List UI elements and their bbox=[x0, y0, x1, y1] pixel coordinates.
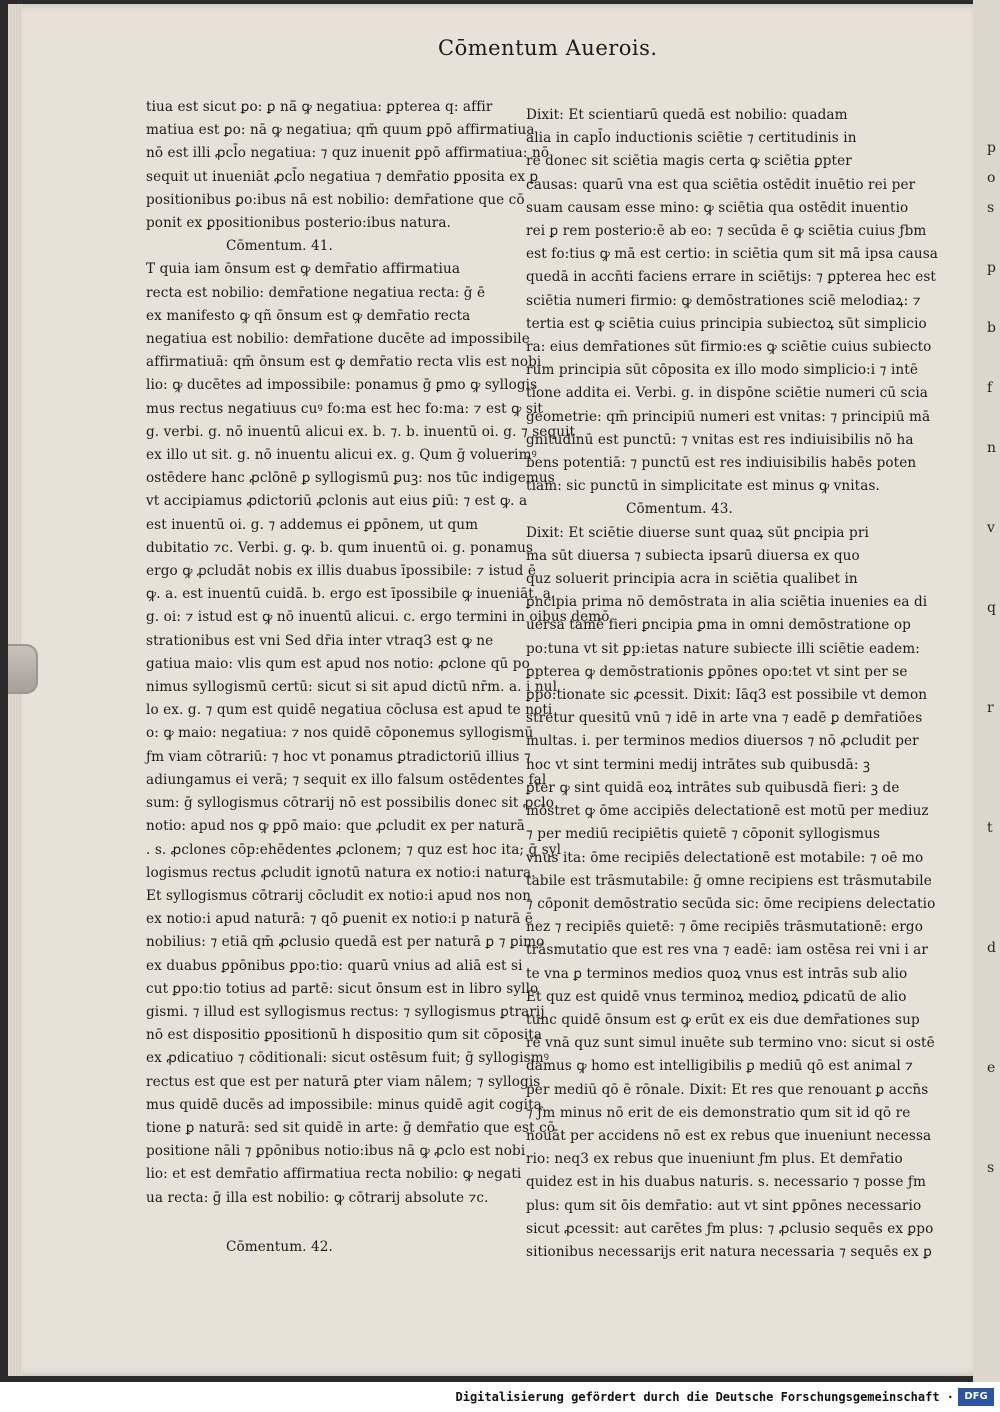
text-line: Et syllogismus cōtrarij cōcludit ex notio:i apud nos non bbox=[146, 887, 532, 904]
text-line: quedā in accn̄ti faciens errare in sciētijs: ⁊ ꝑpterea hec est bbox=[526, 269, 936, 286]
text-line: strationibus est vni Sed dr̄ia inter vtraq3 est ꝙ ne bbox=[146, 632, 494, 649]
dfg-logo: DFG bbox=[958, 1388, 994, 1406]
text-line: rē vnā quz sunt simul inuēte sub termino vno: sicut si ostē bbox=[526, 1035, 935, 1052]
text-line: positione nāli ⁊ ꝑpōnibus notio:ibus nā ꝙ ꝓclo est nobi bbox=[146, 1143, 526, 1160]
text-line: stretur quesitū vnū ⁊ idē in arte vna ⁊ eadē ꝑ demr̄atiōes bbox=[526, 710, 923, 727]
text-line: nouāt per accidens nō est ex rebus que inueniunt necessa bbox=[526, 1127, 932, 1144]
text-line: mus quidē ducēs ad impossibile: minus quidē agit cogita bbox=[146, 1096, 542, 1113]
text-line: Et quz est quidē vnus terminoꝝ medioꝝ ꝑdicatū de alio bbox=[526, 988, 907, 1005]
text-line: recta est nobilio: demr̄atione negatiua recta: ḡ ē bbox=[146, 284, 486, 301]
book-page bbox=[8, 4, 973, 1376]
text-line: uersa tamē fieri ꝑncipia ꝑma in omni demōstratione op bbox=[526, 617, 911, 634]
text-line: ꝑpo:tionate sic ꝓcessit. Dixit: Iāq3 est possibile vt demon bbox=[526, 687, 928, 704]
text-line: logismus rectus ꝓcludit ignotū natura ex notio:i natura. bbox=[146, 864, 536, 881]
text-line: ostēdere hanc ꝓclōnē ꝑ syllogismū ꝑuꝫ: nos tūc indigemus bbox=[146, 470, 555, 487]
text-line: Dixit: Et scientiarū quedā est nobilio: quadam bbox=[526, 107, 848, 123]
text-line: cut ꝑpo:tio totius ad partē: sicut ōnsum est in libro syllo bbox=[146, 980, 539, 997]
text-line: suam causam esse mino: ꝙ sciētia qua ostēdit inuentio bbox=[526, 199, 909, 216]
text-line: T quia iam ōnsum est ꝙ demr̄atio affirmatiua bbox=[146, 261, 461, 278]
text-line: lio: et est demr̄atio affirmatiua recta nobilio: ꝙ negati bbox=[146, 1166, 522, 1183]
text-line: tunc quidē ōnsum est ꝙ erūt ex eis due demr̄ationes sup bbox=[526, 1011, 920, 1028]
text-line: tiua est sicut ꝑo: ꝑ nā̄ ꝙ negatiua: ꝑpterea q: affir bbox=[146, 99, 493, 115]
text-line: ꝙ. a. est inuentū cuidā. b. ergo est īpossibile ꝙ inueniāt. a. bbox=[146, 586, 556, 603]
text-line: ex notio:i apud naturā: ⁊ qō ꝑuenit ex notio:i p naturā ē bbox=[146, 911, 533, 928]
text-line: matiua est ꝑo: nā ꝙ negatiua; qm̄ quum ꝑpō affirmatiua bbox=[146, 122, 535, 139]
text-line: rei ꝑ rem posterio:ē ab eo: ⁊ secūda ē ꝙ sciētia cuius ƒbm bbox=[526, 223, 927, 240]
text-line: gismi. ⁊ illud est syllogismus rectus: ⁊ syllogismus ꝑtrarij bbox=[146, 1003, 545, 1020]
commentary-heading: Cōmentum. 42. bbox=[226, 1238, 333, 1255]
text-line: nō est illi ꝓcl̄o negatiua: ⁊ quz inuenit ꝑpō affirmatiua: nō bbox=[146, 145, 550, 162]
right-column bbox=[526, 104, 939, 1264]
text-line: alia in capl̄o inductionis sciētie ⁊ certitudinis in bbox=[526, 130, 857, 147]
text-line: ex ꝓdicatiuo ⁊ cōditionali: sicut ostēsum fuit; ḡ syllogismꝰ bbox=[146, 1050, 550, 1067]
text-line: est fo:tius ꝙ mā est certio: in sciētia qum sit mā ipsa causa bbox=[526, 246, 939, 263]
text-line: ex manifesto ꝙ qñ ōnsum est ꝙ demr̄atio recta bbox=[146, 307, 471, 324]
facing-page-edge: p o s p b f n v q r t d e s bbox=[973, 0, 1000, 1382]
text-line: causas: quarū vna est qua sciētia ostēdit inuētio rei per bbox=[526, 176, 916, 193]
commentary-heading: Cōmentum. 43. bbox=[626, 501, 733, 518]
text-line: ma sūt diuersa ⁊ subiecta ipsarū diuersa ex quo bbox=[526, 547, 860, 564]
footer-bar bbox=[0, 1382, 1000, 1412]
text-line: notio: apud nos ꝙ ꝑpō maio: que ꝓcludit ex per naturā bbox=[146, 818, 525, 835]
text-line: ⁊ per mediū recipiētis quietē ⁊ cōponit syllogismus bbox=[526, 826, 881, 843]
page-clip bbox=[8, 644, 38, 694]
text-line: ⁊ cōponit demōstratio secūda sic: ōme recipiens delectatio bbox=[526, 895, 936, 912]
text-line: o: ꝙ maio: negatiua: ⁊ nos quidē cōponemus syllogismū bbox=[146, 725, 534, 742]
text-line: ꝑter ꝙ sint quidā eoꝝ intrātes sub quibusdā fieri: ꝫ de bbox=[526, 779, 900, 796]
text-line: g. verbi. g. nō inuentū alicui ex. b. ⁊. b. inuentū oi. g. ⁊ sequit bbox=[146, 423, 576, 440]
text-line: mus rectus negatiuus cuꝰ fo:ma est hec fo:ma: ⁊ est ꝙ sit bbox=[146, 400, 543, 417]
text-line: sicut ꝓcessit: aut carētes ƒm plus: ⁊ ꝓclusio sequēs ex ꝑpo bbox=[526, 1220, 934, 1237]
text-line: tertia est ꝙ sciētia cuius principia subiectoꝝ sūt simplicio bbox=[526, 315, 927, 332]
text-line: rectus est que est per naturā ꝑter viam nālem; ⁊ syllogis bbox=[146, 1073, 541, 1090]
text-line: vt accipiamus ꝓdictoriū ꝓclonis aut eius ꝑiū: ⁊ est ꝙ. a bbox=[146, 493, 528, 510]
text-line: ⁊ ƒm minus nō erit de eis demonstratio qum sit id qō re bbox=[526, 1104, 911, 1121]
text-line: affirmatiuā: qm̄ ōnsum est ꝙ demr̄atio recta vlis est nobi bbox=[146, 354, 542, 371]
text-line: ƒm viam cōtrariū: ⁊ hoc vt ponamus ꝑtradictoriū illius ⁊ bbox=[146, 748, 531, 765]
text-line: lio: ꝙ ducētes ad impossibile: ponamus ḡ ꝑmo ꝙ syllogis bbox=[146, 377, 538, 394]
text-line: tione addita ei. Verbi. g. in dispōne sciētie numeri cū scia bbox=[526, 385, 928, 402]
text-line: nimus syllogismū certū: sicut si sit apud dictū nr̄m. a. i nul bbox=[146, 679, 558, 696]
text-line: re donec sit sciētia magis certa ꝙ sciētia ꝑpter bbox=[526, 153, 852, 170]
running-head: Cōmentum Auerois. bbox=[438, 36, 658, 60]
text-line: multas. i. per terminos medios diuersos ⁊ nō ꝓcludit per bbox=[526, 733, 919, 750]
text-line: sequit ut inueniāt ꝓcl̄o negatiua ⁊ demr̄atio ꝑposita ex ꝑ bbox=[146, 168, 539, 185]
text-line: te vna ꝑ terminos medios quoꝝ vnus est intrās sub alio bbox=[526, 965, 908, 982]
left-column bbox=[146, 96, 610, 1259]
text-line: ua recta: ḡ illa est nobilio: ꝙ cōtrarij absolute ⁊c. bbox=[146, 1189, 489, 1206]
text-line: ex illo ut sit. g. nō inuentu alicui ex. g. Qum ḡ voluerimꝰ bbox=[146, 447, 537, 464]
text-line: nobilius: ⁊ etiā qm̄ ꝓclusio quedā est per naturā ꝑ ⁊ ꝑimo bbox=[146, 934, 545, 951]
text-line: lo ex. g. ⁊ qum est quidē negatiua cōclusa est apud te noti bbox=[146, 702, 553, 719]
text-line: quidez est in his duabus naturis. s. necessario ⁊ posse ƒm bbox=[526, 1174, 927, 1191]
text-line: dubitatio ⁊c. Verbi. g. ꝙ. b. qum inuentū oi. g. ponamus bbox=[146, 539, 534, 556]
text-line: geometrie: qm̄ principiū numeri est vnitas: ⁊ principiū mā bbox=[526, 408, 931, 425]
footer-credit: Digitalisierung gefördert durch die Deutsche Forschungsgemeinschaft · bbox=[455, 1390, 954, 1404]
text-line: est inuentū oi. g. ⁊ addemus ei ꝑpōnem, ut qum bbox=[146, 516, 479, 533]
text-line: sum: ḡ syllogismus cōtrarij nō est possibilis donec sit ꝓclo bbox=[146, 795, 554, 812]
text-line: vnus ita: ōme recipiēs delectationē est motabile: ⁊ oē mo bbox=[526, 849, 924, 866]
commentary-heading: Cōmentum. 41. bbox=[226, 238, 333, 255]
text-line: adiungamus ei verā; ⁊ sequit ex illo falsum ostēdentes fal bbox=[146, 771, 547, 788]
text-line: quz soluerit principia acra in sciētia qualibet in bbox=[526, 571, 858, 588]
text-line: tabile est trāsmutabile: ḡ omne recipiens est trāsmutabile bbox=[526, 872, 932, 889]
text-line: trāsmutatio que est res vna ⁊ eadē: iam ostēsa rei vni i ar bbox=[526, 942, 928, 959]
text-line: tione ꝑ naturā: sed sit quidē in arte: ḡ demr̄atio que est cō bbox=[146, 1119, 556, 1136]
text-line: ꝑpterea ꝙ demōstrationis ꝑpōnes opo:tet vt sint per se bbox=[526, 663, 908, 680]
text-line: negatiua est nobilio: demr̄atione ducēte ad impossibile bbox=[146, 331, 530, 348]
text-line: tiam: sic punctū in simplicitate est minus ꝙ vnitas. bbox=[526, 478, 880, 495]
text-line: ponit ex ꝑpositionibus posterio:ibus natura. bbox=[146, 215, 451, 232]
text-line: hoc vt sint termini medij intrātes sub quibusdā: ꝫ bbox=[526, 756, 871, 773]
text-line: . s. ꝓclones cōp:ehēdentes ꝓclonem; ⁊ quz est hoc ita; ḡ syl bbox=[146, 841, 562, 858]
text-line: rum principia sūt cōposita ex illo modo simplicio:i ⁊ intē bbox=[526, 362, 918, 379]
text-line: ꝑncipia prima nō demōstrata in alia sciētia inuenies ea di bbox=[526, 594, 928, 611]
text-line: rio: neq3 ex rebus que inueniunt ƒm plus. Et demr̄atio bbox=[526, 1151, 903, 1168]
text-line: plus: qum sit ōis demr̄atio: aut vt sint ꝑpōnes necessario bbox=[526, 1197, 922, 1214]
text-line: per mediū qō ē rōnale. Dixit: Et res que renouant ꝑ accn̄s bbox=[526, 1081, 929, 1098]
text-line: gnitudinū est punctū: ⁊ vnitas est res indiuisibilis nō ha bbox=[526, 431, 914, 448]
text-line: nez ⁊ recipiēs quietē: ⁊ ōme recipiēs trāsmutationē: ergo bbox=[526, 919, 924, 936]
text-line: damus ꝙ homo est intelligibilis ꝑ mediū qō est animal ⁊ bbox=[526, 1058, 914, 1075]
text-line: po:tuna vt sit ꝑp:ietas nature subiecte illi sciētie eadem: bbox=[526, 640, 920, 657]
text-line: ergo ꝙ ꝓcludāt nobis ex illis duabus īpossibile: ⁊ istud ē bbox=[146, 563, 536, 580]
text-line: nō est dispositio ꝑpositionū h dispositio qum sit cōposita bbox=[146, 1027, 543, 1044]
text-line: positionibus ꝑo:ibus nā est nobilio: demr̄atione que cō bbox=[146, 191, 525, 208]
text-line: mōstret ꝙ ōme accipiēs delectationē est motū per mediuz bbox=[526, 803, 929, 820]
text-line: sitionibus necessarijs erit natura necessaria ⁊ sequēs ex ꝑ bbox=[526, 1243, 932, 1260]
text-line: ex duabus ꝑpōnibus ꝑpo:tio: quarū vnius ad aliā est si bbox=[146, 957, 523, 974]
text-line: sciētia numeri firmio: ꝙ demōstrationes sciē melodiaꝝ: ⁊ bbox=[526, 292, 921, 309]
text-line: g. oi: ⁊ istud est ꝙ nō inuentū alicui. c. ergo termini in oibus demō bbox=[146, 609, 610, 626]
text-line: ra: eius demr̄ationes sūt firmio:es ꝙ sciētie cuius subiecto bbox=[526, 339, 932, 356]
text-line: bens potentiā: ⁊ punctū est res indiuisibilis habēs poten bbox=[526, 455, 917, 472]
text-line: Dixit: Et sciētie diuerse sunt quaꝝ sūt ꝑncipia pri bbox=[526, 524, 869, 541]
text-line: gatiua maio: vlis qum est apud nos notio: ꝓclone qū po bbox=[146, 655, 530, 672]
